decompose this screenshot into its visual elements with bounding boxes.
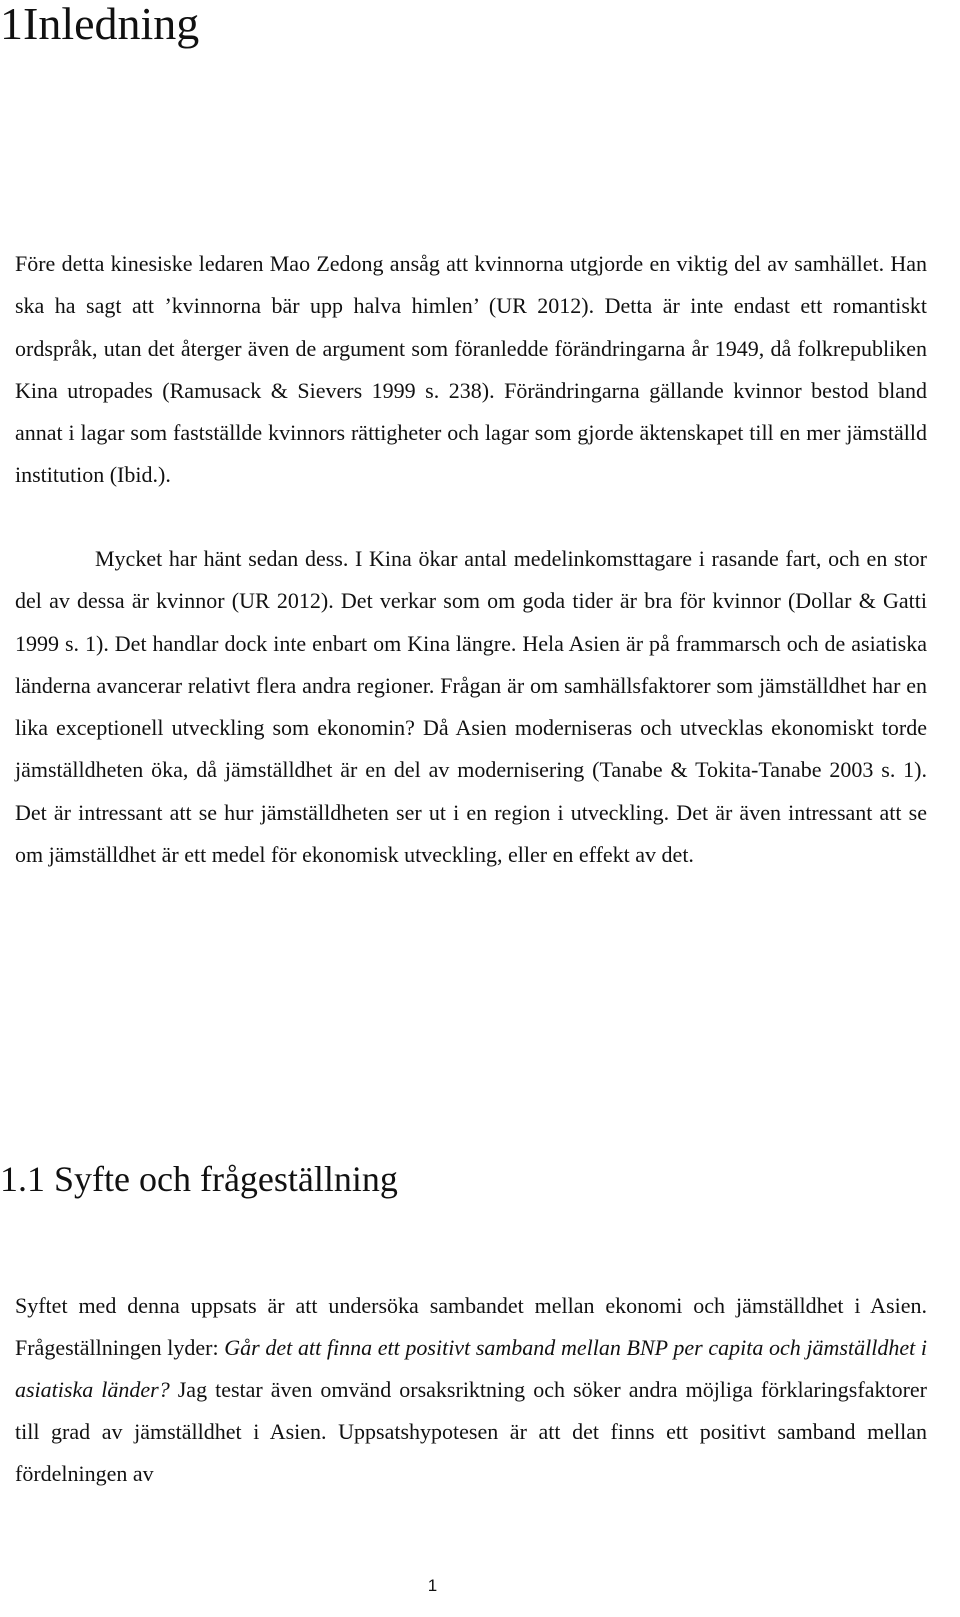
page-number: 1 xyxy=(427,1576,438,1595)
purpose-text-lead: Syftet med denna uppsats är att undersöka sambandet mellan ekonomi och jämställdhet i Asien. Frågeställningen lyder: xyxy=(15,1293,927,1360)
section-heading: 1.1 Syfte och frågeställning xyxy=(0,1159,398,1199)
purpose-text-rest: Jag testar även omvänd orsaksriktning och söker andra möjliga förklaringsfaktorer till grad av jämställdhet i Asien. Uppsatshypotesen är att det finns ett positivt samband mellan fördelningen av xyxy=(15,1377,927,1486)
chapter-heading: 1Inledning xyxy=(0,0,200,49)
body-paragraph-development: Mycket har hänt sedan dess. I Kina ökar antal medelinkomsttagare i rasande fart, och en stor del av dessa är kvinnor (UR 2012). Det verkar som om goda tider är bra för kvinnor (Dollar & Gatti 1999 s. 1). Det handlar dock inte enbart om Kina längre. Hela Asien är på frammarsch och de asiatiska länderna avancerar relativt flera andra regioner. Frågan är om samhällsfaktorer som jämställdhet har en lika exceptionell utveckling som ekonomin? Då Asien moderniseras och utvecklas ekonomiskt torde jämställdheten öka, då jämställdhet är en del av modernisering (Tanabe & Tokita-Tanabe 2003 s. 1). Det är intressant att se hur jämställdheten ser ut i en region i utveckling. Det är även intressant att se om jämställdhet är ett medel för ekonomisk utveckling, eller en effekt av det. xyxy=(15,546,927,868)
body-paragraph-intro: Före detta kinesiske ledaren Mao Zedong ansåg att kvinnorna utgjorde en viktig del av samhället. Han ska ha sagt att ’kvinnorna bär upp halva himlen’ (UR 2012). Detta är inte endast ett romantiskt ordspråk, utan det återger även de argument som föranledde förändringarna år 1949, då folkrepubliken Kina utropades (Ramusack & Sievers 1999 s. 238). Förändringarna gällande kvinnor bestod bland annat i lagar som fastställde kvinnors rättigheter och lagar som gjorde äktenskapet till en mer jämställd institution (Ibid.). xyxy=(15,251,927,488)
body-paragraph-purpose xyxy=(15,1285,927,1495)
research-question: Går det att finna ett positivt samband mellan BNP per capita och jämställdhet i asiatiska länder? xyxy=(15,1335,927,1402)
